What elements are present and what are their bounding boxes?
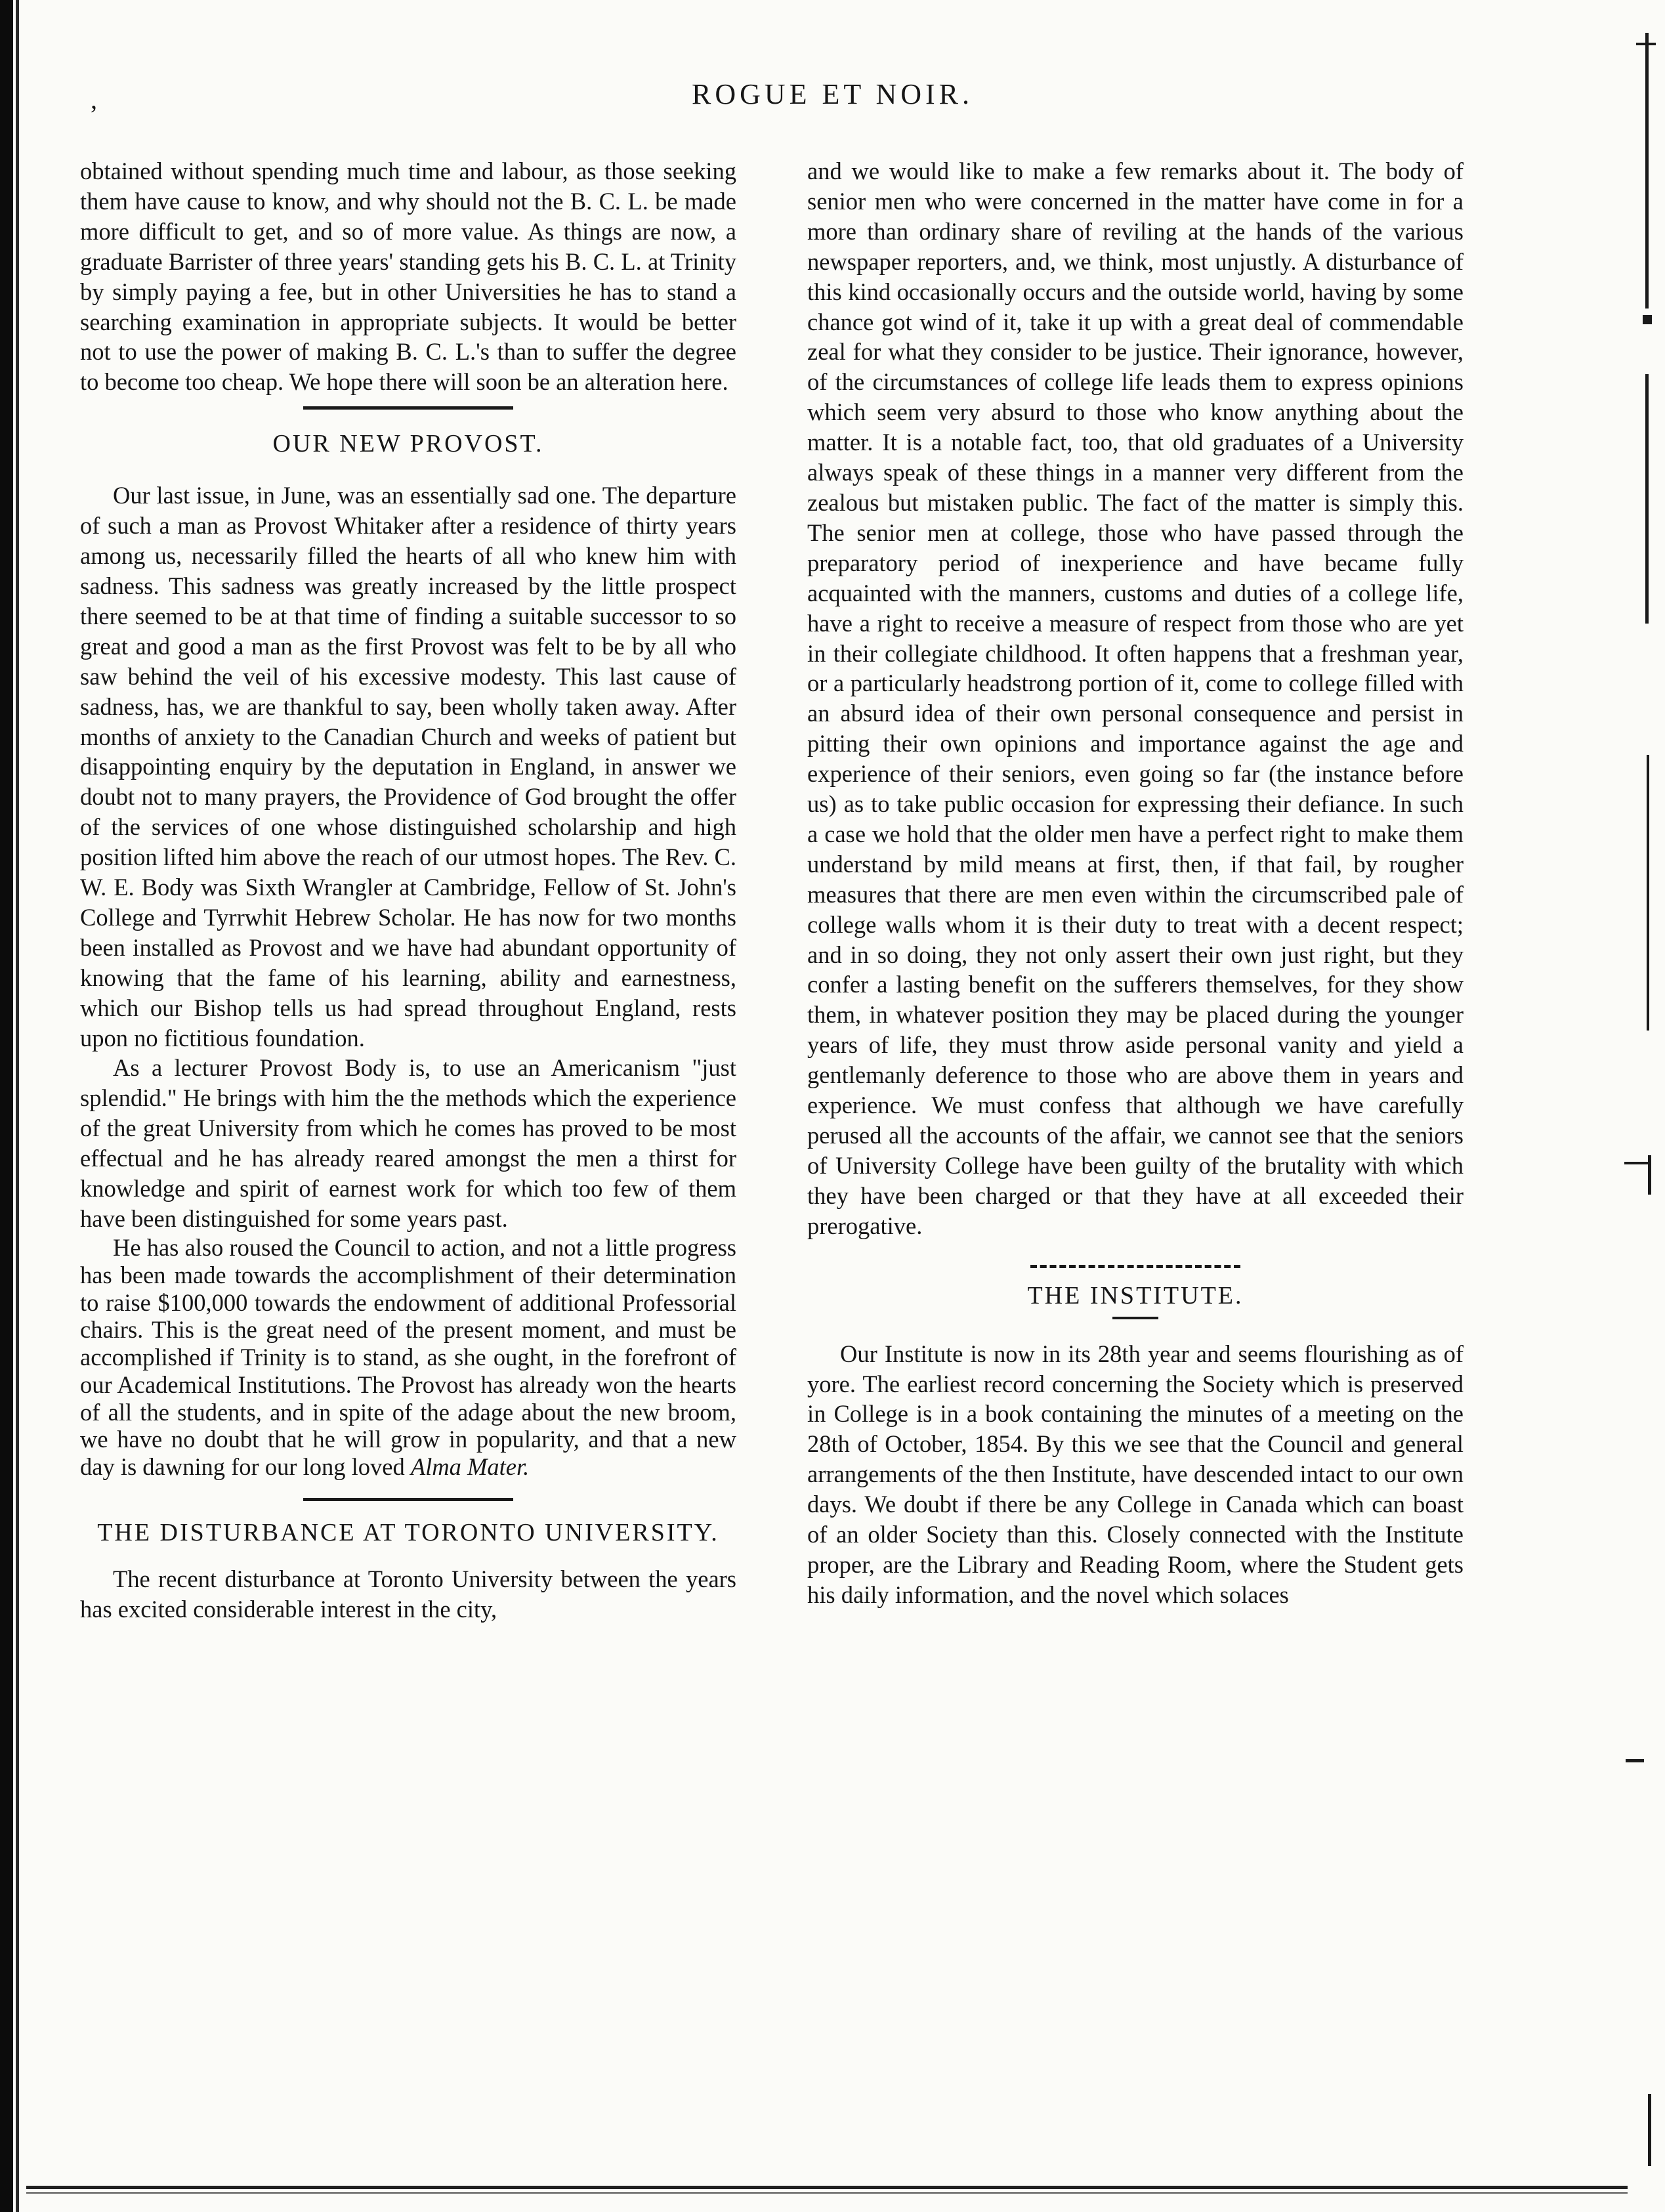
provost-paragraph-1: Our last issue, in June, was an essentially sad one. The departure of such a man as Provost Whitaker after a residence of thirty years among us, necessarily filled the hearts of all who knew him with sadness. This sadness was greatly increased by the little prospect there seemed to be at that time of finding a suitable successor to so great and good a man as the first Provost was felt to be by all who saw behind the veil of his excessive modesty. This last cause of sadness, has, we are thankful to say, been wholly taken away. After months of anxiety to the Canadian Church and weeks of patient but disappointing enquiry by the deputation in England, in answer we doubt not to many prayers, the Providence of God brought the offer of the services of one whose distinguished scholarship and high position lifted him above the reach of our utmost hopes. The Rev. C. W. E. Body was Sixth Wrangler at Cambridge, Fellow of St. John's College and Tyrrwhit Hebrew Scholar. He has now for two months been installed as Provost and we have had abundant opportunity of knowing that the fame of his learning, ability and earnestness, which our Bishop tells us had spread throughout England, rests upon no fictitious foundation.	[80, 482, 736, 1052]
left-column	[80, 156, 736, 1625]
heading-disturbance: THE DISTURBANCE AT TORONTO UNIVERSITY.	[97, 1519, 719, 1547]
disturbance-paragraph-continued: and we would like to make a few remarks about it. The body of senior men who were concerned in the matter have come in for a more than ordinary share of reviling at the hands of the various newspaper reporters, and, we think, most unjustly. A disturbance of this kind occasionally occurs and the outside world, having by some chance got wind of it, take it up with a great deal of commendable zeal for what they consider to be justice. Their ignorance, however, of the circumstances of college life leads them to express opinions which seem very absurd to those who know anything about the matter. It is a notable fact, too, that old graduates of a University always speak of these things in a manner very different from the zealous but mistaken public. The fact of the matter is simply this. The senior men at college, those who have passed through the preparatory period of inexperience and have became fully acquainted with the manners, customs and duties of a college life, have a right to receive a measure of respect from those who are yet in their collegiate childhood. It often happens that a freshman year, or a particularly headstrong portion of it, come to college filled with an absurd idea of their own personal consequence and persist in pitting their own opinions and importance against the age and experience of their seniors, even going so far (the instance before us) as to take public occasion for expressing their defiance. In such a case we hold that the older men have a perfect right to make them understand by mild means at first, then, if that fail, by rougher measures that there are men even within the circumscribed pale of college walls whom it is their duty to treat with a decent respect; and in so doing, they not only assert their own just right, but they confer a lasting benefit on the sufferers themselves, for they show them, in whatever position they may be placed during the younger years of life, they must throw aside personal vanity and yield a gentlemanly deference to those who are above them in years and experience. We must confess that although we have carefully perused all the accounts of the affair, we cannot see that the seniors of University College have been guilty of the brutality with which they have been charged or that they have at all exceeded their prerogative.	[807, 158, 1464, 1239]
right-margin-scan-marks	[1619, 0, 1665, 2212]
disturbance-paragraph-start: The recent disturbance at Toronto University between the years has excited considerable interest in the city,	[80, 1565, 736, 1623]
section-rule	[303, 406, 513, 410]
left-binding-edge	[0, 0, 13, 2212]
left-binding-shadow	[16, 0, 19, 2212]
running-head: ROGUE ET NOIR.	[691, 78, 974, 110]
alma-mater-italic: Alma Mater.	[410, 1453, 530, 1481]
section-rule	[303, 1498, 513, 1501]
provost-paragraph-3-text: He has also roused the Council to action, and not a little progress has been made towards the accomplishment of their determination to raise $100,000 towards the endowment of additional Professorial chairs. This is the great need of the present moment, and must be accomplished if Trinity is to stand, as she ought, in the forefront of our Academical Institutions. The Provost has already won the hearts of all the students, and in spite of the adage about the new broom, we have no doubt that he will grow in popularity, and that a new day is dawning for our long loved	[80, 1233, 736, 1481]
bottom-rule-thin	[26, 2192, 1628, 2194]
short-rule	[1112, 1317, 1158, 1319]
intro-paragraph: obtained without spending much time and labour, as those seeking them have cause to know, and why should not the B. C. L. be made more difficult to get, and so of more value. As things are now, a graduate Barrister of three years' standing gets his B. C. L. at Trinity by simply paying a fee, but in other Universities he has to stand a searching examination in appropriate subjects. It would be better not to use the power of making B. C. L.'s than to suffer the degree to become too cheap. We hope there will soon be an alteration here.	[80, 158, 736, 396]
provost-paragraph-3	[80, 1234, 736, 1481]
bottom-rule	[26, 2186, 1628, 2189]
heading-our-new-provost: OUR NEW PROVOST.	[272, 430, 544, 458]
right-column	[807, 156, 1464, 1610]
heading-the-institute: THE INSTITUTE.	[1027, 1281, 1244, 1309]
section-rule	[1030, 1265, 1240, 1268]
institute-paragraph: Our Institute is now in its 28th year and seems flourishing as of yore. The earliest record concerning the Society which is preserved in College is in a book containing the minutes of a meeting on the 28th of October, 1854. By this we see that the Council and general arrangements of the then Institute, have descended intact to our own days. We doubt if there be any College in Canada which can boast of an older Society than this. Closely connected with the Institute proper, are the Library and Reading Room, where the Student gets his daily information, and the novel which solaces	[807, 1340, 1464, 1608]
page-mark: ,	[91, 85, 97, 114]
provost-paragraph-2: As a lecturer Provost Body is, to use an Americanism "just splendid." He brings with him the the methods which the experience of the great University from which he comes has proved to be most effectual and he has already reared amongst the men a thirst for knowledge and spirit of earnest work for which too few of them have been distinguished for some years past.	[80, 1054, 736, 1232]
